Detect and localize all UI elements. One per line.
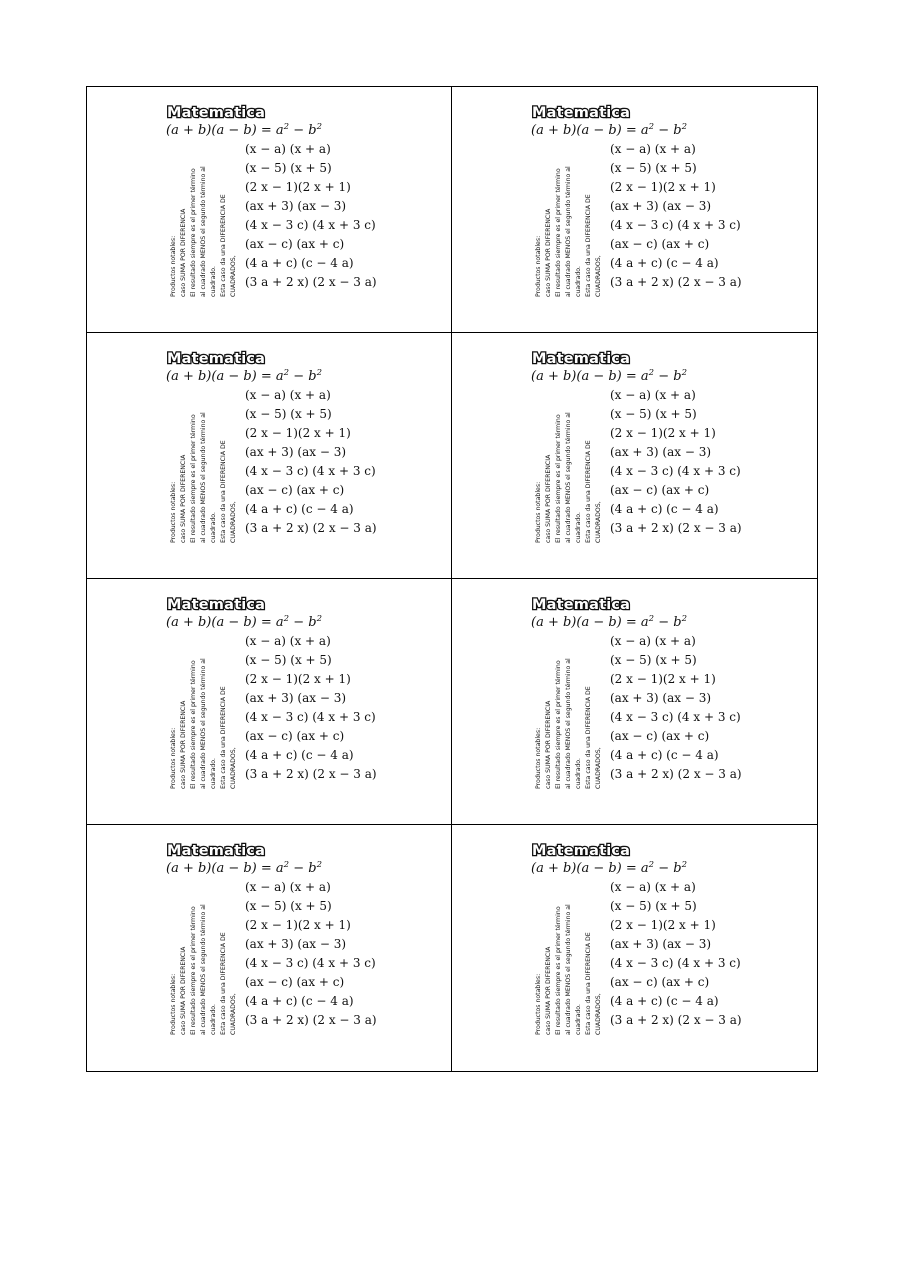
rotated-notes bbox=[534, 145, 604, 297]
note-line: Esta caso da una DIFERENCIA DE bbox=[585, 440, 592, 543]
note-line: Productos notables: bbox=[535, 235, 542, 297]
product-item: (x − a) (x + a) bbox=[610, 880, 696, 894]
product-item: (ax − c) (ax + c) bbox=[610, 975, 710, 989]
note-line: Productos notables: bbox=[170, 235, 177, 297]
note-line: Productos notables: bbox=[170, 481, 177, 543]
product-item: (ax + 3) (ax − 3) bbox=[245, 445, 347, 459]
worksheet-sheet bbox=[86, 86, 818, 1072]
rotated-notes bbox=[534, 637, 604, 789]
product-item: (3 a + 2 x) (2 x − 3 a) bbox=[245, 275, 377, 289]
product-item: (x − a) (x + a) bbox=[610, 388, 696, 402]
product-item: (ax + 3) (ax − 3) bbox=[610, 445, 712, 459]
product-item: (2 x − 1)(2 x + 1) bbox=[245, 426, 351, 440]
note-line: caso SUMA POR DIFERENCIA bbox=[180, 700, 187, 789]
product-item: (ax − c) (ax + c) bbox=[245, 237, 345, 251]
note-line: Productos notables: bbox=[535, 973, 542, 1035]
note-line: CUADRADOS, bbox=[230, 993, 237, 1035]
note-line: Productos notables: bbox=[170, 973, 177, 1035]
rotated-notes bbox=[169, 145, 239, 297]
note-line: CUADRADOS, bbox=[230, 747, 237, 789]
note-line: CUADRADOS, bbox=[595, 501, 602, 543]
product-item: (2 x − 1)(2 x + 1) bbox=[245, 180, 351, 194]
note-line: CUADRADOS, bbox=[595, 255, 602, 297]
product-item: (2 x − 1)(2 x + 1) bbox=[245, 672, 351, 686]
flashcard bbox=[452, 825, 817, 1071]
note-line: CUADRADOS, bbox=[230, 255, 237, 297]
identity-formula bbox=[531, 369, 687, 383]
identity-mid: − b bbox=[289, 123, 317, 138]
rotated-notes bbox=[169, 637, 239, 789]
note-line: cuadrado. bbox=[210, 1004, 217, 1035]
identity-exponent: 2 bbox=[283, 368, 290, 378]
product-item: (x − 5) (x + 5) bbox=[245, 899, 332, 913]
note-line: CUADRADOS, bbox=[230, 501, 237, 543]
identity-exponent: 2 bbox=[681, 122, 687, 132]
identity-formula bbox=[531, 123, 687, 137]
identity-left: (a + b)(a − b) = a bbox=[531, 369, 649, 384]
identity-left: (a + b)(a − b) = a bbox=[531, 123, 649, 138]
product-item: (4 a + c) (c − 4 a) bbox=[610, 256, 719, 270]
product-item: (4 x − 3 c) (4 x + 3 c) bbox=[610, 218, 741, 232]
brand-title: Matematica bbox=[532, 597, 631, 613]
product-item: (x − a) (x + a) bbox=[245, 880, 331, 894]
identity-left: (a + b)(a − b) = a bbox=[531, 861, 649, 876]
brand-title: Matematica bbox=[532, 105, 631, 121]
identity-exponent: 2 bbox=[681, 860, 687, 870]
identity-mid: − b bbox=[654, 615, 682, 630]
brand-title: Matematica bbox=[167, 843, 266, 859]
product-item: (x − 5) (x + 5) bbox=[245, 653, 332, 667]
product-item: (2 x − 1)(2 x + 1) bbox=[610, 918, 716, 932]
note-line: al cuadrado MENOS el segundo término al bbox=[565, 166, 572, 297]
rotated-notes bbox=[534, 391, 604, 543]
flashcard bbox=[87, 333, 452, 579]
identity-mid: − b bbox=[289, 369, 317, 384]
identity-exponent: 2 bbox=[681, 368, 687, 378]
product-item: (ax + 3) (ax − 3) bbox=[245, 199, 347, 213]
note-line: El resultado siempre es el primer término bbox=[190, 414, 197, 543]
note-line: cuadrado. bbox=[575, 512, 582, 543]
brand-title: Matematica bbox=[167, 105, 266, 121]
note-line: al cuadrado MENOS el segundo término al bbox=[565, 904, 572, 1035]
product-list bbox=[610, 386, 742, 538]
note-line: al cuadrado MENOS el segundo término al bbox=[200, 658, 207, 789]
product-item: (x − a) (x + a) bbox=[245, 142, 331, 156]
product-item: (x − a) (x + a) bbox=[610, 634, 696, 648]
note-line: cuadrado. bbox=[575, 1004, 582, 1035]
product-item: (ax + 3) (ax − 3) bbox=[245, 691, 347, 705]
note-line: al cuadrado MENOS el segundo término al bbox=[200, 412, 207, 543]
product-item: (3 a + 2 x) (2 x − 3 a) bbox=[245, 521, 377, 535]
note-line: al cuadrado MENOS el segundo término al bbox=[565, 412, 572, 543]
product-item: (x − 5) (x + 5) bbox=[610, 653, 697, 667]
flashcard bbox=[452, 579, 817, 825]
note-line: El resultado siempre es el primer término bbox=[555, 414, 562, 543]
product-item: (4 x − 3 c) (4 x + 3 c) bbox=[245, 710, 376, 724]
product-item: (ax + 3) (ax − 3) bbox=[610, 937, 712, 951]
identity-left: (a + b)(a − b) = a bbox=[166, 369, 284, 384]
note-line: Esta caso da una DIFERENCIA DE bbox=[220, 194, 227, 297]
identity-formula bbox=[166, 123, 322, 137]
flashcard bbox=[452, 87, 817, 333]
flashcard bbox=[452, 333, 817, 579]
product-item: (3 a + 2 x) (2 x − 3 a) bbox=[245, 767, 377, 781]
identity-exponent: 2 bbox=[316, 860, 322, 870]
product-item: (3 a + 2 x) (2 x − 3 a) bbox=[610, 1013, 742, 1027]
brand-title: Matematica bbox=[167, 351, 266, 367]
identity-formula bbox=[166, 861, 322, 875]
identity-left: (a + b)(a − b) = a bbox=[166, 615, 284, 630]
product-item: (2 x − 1)(2 x + 1) bbox=[245, 918, 351, 932]
flashcard bbox=[87, 87, 452, 333]
note-line: El resultado siempre es el primer término bbox=[190, 168, 197, 297]
identity-formula bbox=[166, 615, 322, 629]
identity-left: (a + b)(a − b) = a bbox=[166, 123, 284, 138]
product-list bbox=[245, 386, 377, 538]
note-line: caso SUMA POR DIFERENCIA bbox=[545, 946, 552, 1035]
product-item: (2 x − 1)(2 x + 1) bbox=[610, 672, 716, 686]
product-item: (3 a + 2 x) (2 x − 3 a) bbox=[245, 1013, 377, 1027]
brand-title: Matematica bbox=[532, 351, 631, 367]
product-list bbox=[245, 632, 377, 784]
note-line: El resultado siempre es el primer término bbox=[555, 906, 562, 1035]
note-line: Esta caso da una DIFERENCIA DE bbox=[585, 932, 592, 1035]
product-item: (x − 5) (x + 5) bbox=[610, 407, 697, 421]
note-line: Esta caso da una DIFERENCIA DE bbox=[220, 932, 227, 1035]
identity-mid: − b bbox=[654, 861, 682, 876]
product-item: (4 x − 3 c) (4 x + 3 c) bbox=[610, 464, 741, 478]
rotated-notes bbox=[534, 883, 604, 1035]
identity-exponent: 2 bbox=[648, 122, 655, 132]
note-line: Esta caso da una DIFERENCIA DE bbox=[585, 686, 592, 789]
note-line: CUADRADOS, bbox=[595, 747, 602, 789]
identity-exponent: 2 bbox=[648, 368, 655, 378]
product-item: (x − 5) (x + 5) bbox=[245, 161, 332, 175]
note-line: Esta caso da una DIFERENCIA DE bbox=[220, 440, 227, 543]
identity-exponent: 2 bbox=[648, 614, 655, 624]
identity-exponent: 2 bbox=[316, 614, 322, 624]
note-line: cuadrado. bbox=[575, 266, 582, 297]
identity-formula bbox=[166, 369, 322, 383]
note-line: al cuadrado MENOS el segundo término al bbox=[200, 904, 207, 1035]
product-item: (ax + 3) (ax − 3) bbox=[245, 937, 347, 951]
flashcard bbox=[87, 825, 452, 1071]
brand-title: Matematica bbox=[532, 843, 631, 859]
note-line: El resultado siempre es el primer término bbox=[190, 906, 197, 1035]
note-line: cuadrado. bbox=[210, 266, 217, 297]
identity-exponent: 2 bbox=[316, 122, 322, 132]
product-item: (4 a + c) (c − 4 a) bbox=[610, 994, 719, 1008]
product-item: (3 a + 2 x) (2 x − 3 a) bbox=[610, 521, 742, 535]
identity-left: (a + b)(a − b) = a bbox=[531, 615, 649, 630]
product-item: (2 x − 1)(2 x + 1) bbox=[610, 426, 716, 440]
product-list bbox=[610, 632, 742, 784]
note-line: al cuadrado MENOS el segundo término al bbox=[565, 658, 572, 789]
product-item: (2 x − 1)(2 x + 1) bbox=[610, 180, 716, 194]
note-line: Esta caso da una DIFERENCIA DE bbox=[585, 194, 592, 297]
product-item: (x − a) (x + a) bbox=[245, 634, 331, 648]
product-item: (4 a + c) (c − 4 a) bbox=[245, 994, 354, 1008]
product-item: (3 a + 2 x) (2 x − 3 a) bbox=[610, 767, 742, 781]
note-line: al cuadrado MENOS el segundo término al bbox=[200, 166, 207, 297]
note-line: caso SUMA POR DIFERENCIA bbox=[545, 454, 552, 543]
identity-exponent: 2 bbox=[648, 860, 655, 870]
identity-exponent: 2 bbox=[283, 614, 290, 624]
note-line: caso SUMA POR DIFERENCIA bbox=[180, 208, 187, 297]
flashcard bbox=[87, 579, 452, 825]
product-item: (ax − c) (ax + c) bbox=[245, 975, 345, 989]
identity-mid: − b bbox=[654, 123, 682, 138]
product-item: (4 a + c) (c − 4 a) bbox=[245, 502, 354, 516]
identity-formula bbox=[531, 615, 687, 629]
note-line: cuadrado. bbox=[210, 758, 217, 789]
product-item: (ax − c) (ax + c) bbox=[245, 729, 345, 743]
product-list bbox=[610, 878, 742, 1030]
product-item: (ax − c) (ax + c) bbox=[610, 237, 710, 251]
product-item: (4 a + c) (c − 4 a) bbox=[245, 748, 354, 762]
brand-title: Matematica bbox=[167, 597, 266, 613]
identity-mid: − b bbox=[289, 861, 317, 876]
note-line: caso SUMA POR DIFERENCIA bbox=[545, 208, 552, 297]
identity-formula bbox=[531, 861, 687, 875]
rotated-notes bbox=[169, 391, 239, 543]
identity-mid: − b bbox=[654, 369, 682, 384]
product-item: (x − 5) (x + 5) bbox=[610, 161, 697, 175]
product-item: (ax + 3) (ax − 3) bbox=[610, 199, 712, 213]
product-item: (4 a + c) (c − 4 a) bbox=[245, 256, 354, 270]
product-item: (ax − c) (ax + c) bbox=[610, 729, 710, 743]
note-line: cuadrado. bbox=[210, 512, 217, 543]
product-item: (x − a) (x + a) bbox=[245, 388, 331, 402]
product-item: (x − a) (x + a) bbox=[610, 142, 696, 156]
product-item: (ax − c) (ax + c) bbox=[245, 483, 345, 497]
note-line: Productos notables: bbox=[535, 727, 542, 789]
note-line: caso SUMA POR DIFERENCIA bbox=[180, 454, 187, 543]
product-item: (4 x − 3 c) (4 x + 3 c) bbox=[245, 218, 376, 232]
identity-exponent: 2 bbox=[681, 614, 687, 624]
identity-exponent: 2 bbox=[316, 368, 322, 378]
product-list bbox=[610, 140, 742, 292]
product-item: (4 a + c) (c − 4 a) bbox=[610, 748, 719, 762]
product-item: (x − 5) (x + 5) bbox=[610, 899, 697, 913]
note-line: Productos notables: bbox=[535, 481, 542, 543]
product-item: (4 a + c) (c − 4 a) bbox=[610, 502, 719, 516]
identity-exponent: 2 bbox=[283, 860, 290, 870]
product-list bbox=[245, 878, 377, 1030]
product-list bbox=[245, 140, 377, 292]
note-line: El resultado siempre es el primer término bbox=[555, 660, 562, 789]
note-line: Esta caso da una DIFERENCIA DE bbox=[220, 686, 227, 789]
identity-mid: − b bbox=[289, 615, 317, 630]
rotated-notes bbox=[169, 883, 239, 1035]
note-line: CUADRADOS, bbox=[595, 993, 602, 1035]
product-item: (x − 5) (x + 5) bbox=[245, 407, 332, 421]
product-item: (3 a + 2 x) (2 x − 3 a) bbox=[610, 275, 742, 289]
identity-exponent: 2 bbox=[283, 122, 290, 132]
note-line: caso SUMA POR DIFERENCIA bbox=[180, 946, 187, 1035]
product-item: (ax − c) (ax + c) bbox=[610, 483, 710, 497]
note-line: El resultado siempre es el primer término bbox=[555, 168, 562, 297]
product-item: (4 x − 3 c) (4 x + 3 c) bbox=[610, 956, 741, 970]
product-item: (4 x − 3 c) (4 x + 3 c) bbox=[245, 956, 376, 970]
note-line: Productos notables: bbox=[170, 727, 177, 789]
product-item: (4 x − 3 c) (4 x + 3 c) bbox=[610, 710, 741, 724]
product-item: (4 x − 3 c) (4 x + 3 c) bbox=[245, 464, 376, 478]
identity-left: (a + b)(a − b) = a bbox=[166, 861, 284, 876]
note-line: caso SUMA POR DIFERENCIA bbox=[545, 700, 552, 789]
note-line: El resultado siempre es el primer término bbox=[190, 660, 197, 789]
note-line: cuadrado. bbox=[575, 758, 582, 789]
product-item: (ax + 3) (ax − 3) bbox=[610, 691, 712, 705]
